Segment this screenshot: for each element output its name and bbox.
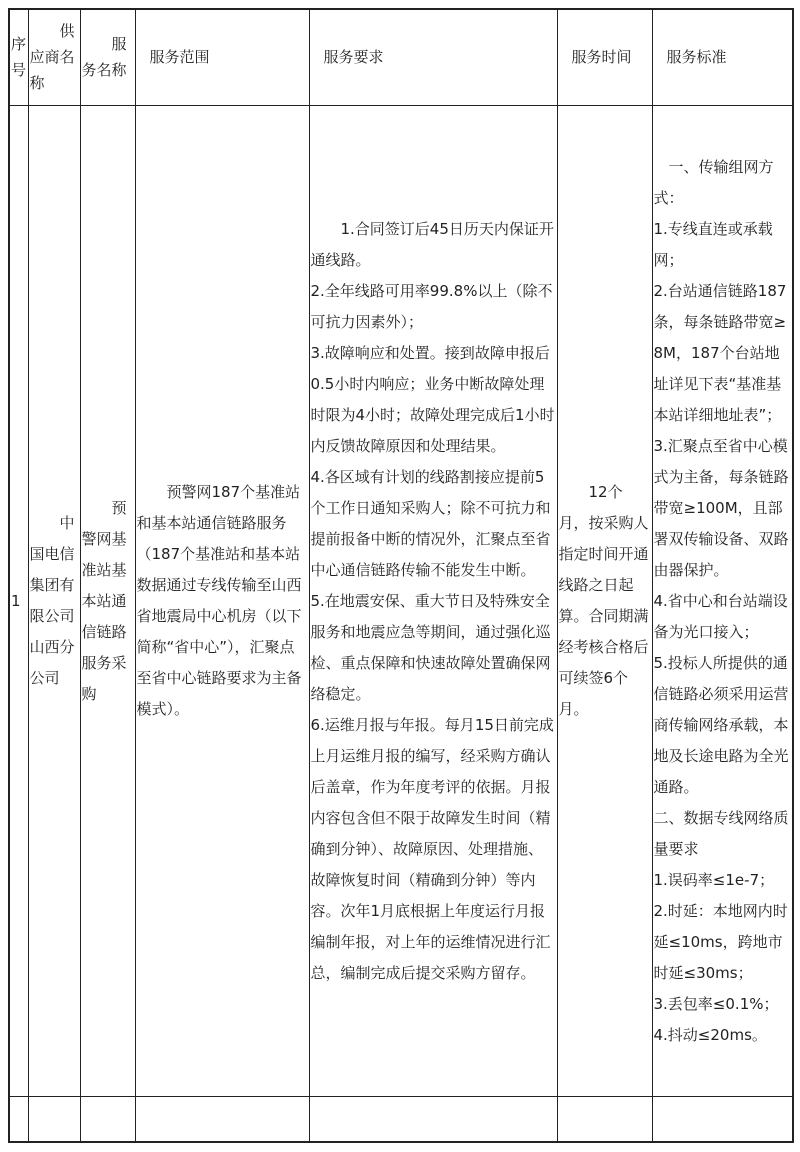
standard-item: 2.时延：本地网内时延≤10ms，跨地市时延≤30ms； bbox=[653, 901, 788, 982]
standard-item: 5.投标人所提供的通信链路必须采用运营商传输网络承载，本地及长途电路为全光通路。 bbox=[653, 653, 789, 796]
requirement-item: 3.故障响应和处置。接到故障申报后0.5小时内响应；业务中断故障处理时限为4小时；故障处理完成后1小时内反馈故障原因和处理结果。 bbox=[310, 343, 555, 455]
requirement-item: 6.运维月报与年报。每月15日前完成上月运维月报的编写，经采购方确认后盖章，作为年度考评的依据。月报内容包含但不限于故障发生时间（精确到分钟）、故障原因、处理措施、故障恢复时间（精确到分钟）等内容。次年1月底根据上年度运行月报编制年报，对上年的运维情况进行汇总，编制完成后提交采购方留存。 bbox=[310, 715, 554, 982]
header-service-name: 服务名称 bbox=[80, 9, 135, 105]
empty-cell bbox=[557, 1097, 652, 1142]
header-requirements: 服务要求 bbox=[309, 9, 557, 105]
standard-item: 2.台站通信链路187条，每条链路带宽≥8M，187个台站地址详见下表“基准基本站详细地址表”； bbox=[653, 281, 787, 424]
cell-time: 12个月，按采购人指定时间开通线路之日起算。合同期满经考核合格后可续签6个月。 bbox=[557, 105, 652, 1097]
empty-cell bbox=[9, 1097, 28, 1142]
empty-row bbox=[9, 1097, 793, 1142]
standard-item: 一、传输组网方式： bbox=[653, 157, 774, 207]
empty-cell bbox=[652, 1097, 793, 1142]
header-scope: 服务范围 bbox=[135, 9, 309, 105]
cell-service-name: 预警网基准站基本站通信链路服务采购 bbox=[80, 105, 135, 1097]
header-standard: 服务标准 bbox=[652, 9, 793, 105]
standard-item: 1.专线直连或承载网； bbox=[653, 219, 773, 269]
empty-cell bbox=[28, 1097, 80, 1142]
standard-item: 二、数据专线网络质量要求 bbox=[653, 808, 789, 858]
header-supplier: 供应商名称 bbox=[28, 9, 80, 105]
requirement-item: 1.合同签订后45日历天内保证开通线路。 bbox=[310, 219, 554, 269]
header-no: 序号 bbox=[9, 9, 28, 105]
requirement-item: 4.各区域有计划的线路割接应提前5个工作日通知采购人；除不可抗力和提前报备中断的情况外，汇聚点至省中心通信链路传输不能发生中断。 bbox=[310, 467, 551, 579]
standard-item: 1.误码率≤1e-7； bbox=[653, 870, 775, 889]
empty-cell bbox=[80, 1097, 135, 1142]
service-table bbox=[8, 8, 794, 1143]
standard-item: 4.抖动≤20ms。 bbox=[653, 1025, 767, 1044]
empty-cell bbox=[309, 1097, 557, 1142]
cell-requirements bbox=[309, 105, 557, 1097]
cell-scope: 预警网187个基准站和基本站通信链路服务（187个基准站和基本站数据通过专线传输至山西省地震局中心机房（以下简称“省中心”），汇聚点至省中心链路要求为主备模式）。 bbox=[135, 105, 309, 1097]
empty-cell bbox=[135, 1097, 309, 1142]
header-row bbox=[9, 9, 793, 105]
standard-item: 4.省中心和台站端设备为光口接入； bbox=[653, 591, 788, 641]
cell-supplier: 中国电信集团有限公司山西分公司 bbox=[28, 105, 80, 1097]
requirement-item: 2.全年线路可用率99.8%以上（除不可抗力因素外）； bbox=[310, 281, 553, 331]
requirement-item: 5.在地震安保、重大节日及特殊安全服务和地震应急等期间，通过强化巡检、重点保障和快速故障处置确保网络稳定。 bbox=[310, 591, 551, 703]
cell-standard bbox=[652, 105, 793, 1097]
standard-item: 3.汇聚点至省中心模式为主备，每条链路带宽≥100M，且部署双传输设备、双路由器保护。 bbox=[653, 436, 789, 579]
standard-item: 3.丢包率≤0.1%； bbox=[653, 994, 779, 1013]
cell-no: 1 bbox=[9, 105, 28, 1097]
header-time: 服务时间 bbox=[557, 9, 652, 105]
table-row bbox=[9, 105, 793, 1097]
